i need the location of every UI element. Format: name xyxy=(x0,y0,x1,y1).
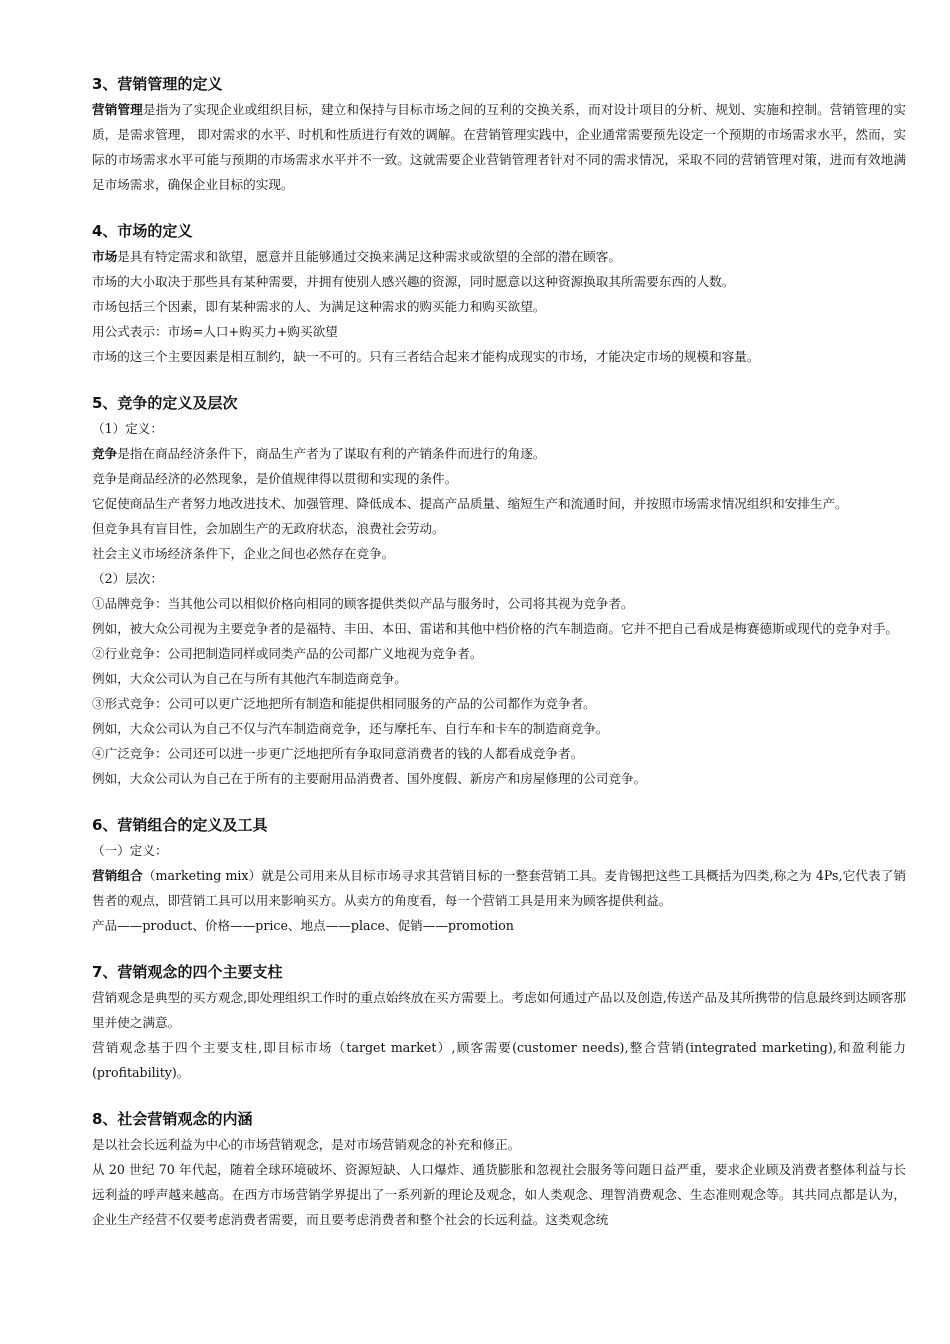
level-generic-competition: ④广泛竞争：公司还可以进一步更广泛地把所有争取同意消费者的钱的人都看成竞争者。 xyxy=(92,746,584,761)
section-5-paragraph-1 xyxy=(92,441,906,466)
level-brand-competition-example: 例如，被大众公司视为主要竞争者的是福特、丰田、本田、雷诺和其他中档价格的汽车制造商。它并不把自己看成是梅赛德斯或现代的竞争对手。 xyxy=(92,621,898,636)
section-8-paragraph-1: 是以社会长远利益为中心的市场营销观念，是对市场营销观念的补充和修正。 xyxy=(92,1137,521,1152)
section-8 xyxy=(92,1107,906,1232)
section-4-paragraph-2: 市场的大小取决于那些具有某种需要，并拥有使别人感兴趣的资源，同时愿意以这种资源换取其所需要东西的人数。 xyxy=(92,274,735,289)
section-5-paragraph-4: 但竞争具有盲目性，会加剧生产的无政府状态，浪费社会劳动。 xyxy=(92,521,445,536)
section-4-formula: 用公式表示：市场=人口+购买力+购买欲望 xyxy=(92,324,338,339)
level-industry-competition: ②行业竞争：公司把制造同样或同类产品的公司都广义地视为竞争者。 xyxy=(92,646,483,661)
section-3-paragraph-1-text: 是指为了实现企业或组织目标，建立和保持与目标市场之间的互利的交换关系，而对设计项目的分析、规划、实施和控制。营销管理的实质，是需求管理， 即对需求的水平、时机和性质进行有效的调解。在营销管理实践中，企业通常需要预先设定一个预期的市场需求水平，然而，实际的市场需求水平可能与预期的市场需求水平并不一致。这就需要企业营销管理者针对不同的需求情况，采取不同的营销管理对策，进而有效地满足市场需求，确保企业目标的实现。 xyxy=(92,102,907,192)
section-5-subheading-levels: （2）层次： xyxy=(92,571,163,586)
level-industry-competition-example: 例如，大众公司认为自己在与所有其他汽车制造商竞争。 xyxy=(92,671,407,686)
level-form-competition-example: 例如，大众公司认为自己不仅与汽车制造商竞争，还与摩托车、自行车和卡车的制造商竞争。 xyxy=(92,721,609,736)
section-6-subheading-definition: （一）定义： xyxy=(92,843,168,858)
section-4-paragraph-1 xyxy=(92,244,906,269)
term-marketing-management: 营销管理 xyxy=(92,102,143,117)
section-3-title: 3、营销管理的定义 xyxy=(92,75,223,93)
section-6-paragraph-1 xyxy=(92,863,906,913)
section-3 xyxy=(92,72,906,197)
term-market: 市场 xyxy=(92,249,118,264)
level-brand-competition: ①品牌竞争：当其他公司以相似价格向相同的顾客提供类似产品与服务时，公司将其视为竞争者。 xyxy=(92,596,634,611)
section-5-paragraph-3: 它促使商品生产者努力地改进技术、加强管理、降低成本、提高产品质量、缩短生产和流通时间，并按照市场需求情况组织和安排生产。 xyxy=(92,496,848,511)
section-4 xyxy=(92,219,906,369)
section-6-paragraph-1-text: （marketing mix）就是公司用来从目标市场寻求其营销目标的一整套营销工具。麦肯锡把这些工具概括为四类,称之为 4Ps,它代表了销售者的观点，即营销工具可以用来影响买方。从卖方的角度看，每一个营销工具是用来为顾客提供利益。 xyxy=(92,868,907,908)
section-4-paragraph-3: 市场包括三个因素，即有某种需求的人、为满足这种需求的购买能力和购买欲望。 xyxy=(92,299,546,314)
term-competition: 竞争 xyxy=(92,446,118,461)
term-marketing-mix: 营销组合 xyxy=(92,868,143,883)
section-5-title: 5、竞争的定义及层次 xyxy=(92,394,238,412)
section-8-paragraph-2: 从 20 世纪 70 年代起，随着全球环境破坏、资源短缺、人口爆炸、通货膨胀和忽视社会服务等问题日益严重，要求企业顾及消费者整体利益与长远利益的呼声越来越高。在西方市场营销学界提出了一系列新的理论及观念，如人类观念、理智消费观念、生态准则观念等。其共同点都是认为，企业生产经营不仅要考虑消费者需要，而且要考虑消费者和整个社会的长远利益。这类观念统 xyxy=(92,1162,906,1227)
section-4-paragraph-5: 市场的这三个主要因素是相互制约，缺一不可的。只有三者结合起来才能构成现实的市场，才能决定市场的规模和容量。 xyxy=(92,349,760,364)
section-7-paragraph-1: 营销观念是典型的买方观念,即处理组织工作时的重点始终放在买方需要上。考虑如何通过产品以及创造,传送产品及其所携带的信息最终到达顾客那里并使之满意。 xyxy=(92,990,907,1030)
section-5-subheading-definition: （1）定义： xyxy=(92,421,163,436)
section-5-paragraph-2: 竞争是商品经济的必然现象，是价值规律得以贯彻和实现的条件。 xyxy=(92,471,458,486)
level-generic-competition-example: 例如，大众公司认为自己在于所有的主要耐用品消费者、国外度假、新房产和房屋修理的公司竞争。 xyxy=(92,771,647,786)
section-7-title: 7、营销观念的四个主要支柱 xyxy=(92,963,283,981)
section-5-paragraph-5: 社会主义市场经济条件下，企业之间也必然存在竞争。 xyxy=(92,546,395,561)
section-4-title: 4、市场的定义 xyxy=(92,222,193,240)
section-5 xyxy=(92,391,906,791)
section-3-paragraph-1 xyxy=(92,97,906,197)
section-4-paragraph-1-text: 是具有特定需求和欲望，愿意并且能够通过交换来满足这种需求或欲望的全部的潜在顾客。 xyxy=(117,249,621,264)
section-6 xyxy=(92,813,906,938)
section-7-paragraph-2: 营销观念基于四个主要支柱,即目标市场（target market）,顾客需要(customer needs),整合营销(integrated marketing),和盈利能力(profitability)。 xyxy=(92,1040,906,1080)
level-form-competition: ③形式竞争：公司可以更广泛地把所有制造和能提供相同服务的产品的公司都作为竞争者。 xyxy=(92,696,596,711)
section-8-title: 8、社会营销观念的内涵 xyxy=(92,1110,253,1128)
section-7 xyxy=(92,960,906,1085)
section-6-title: 6、营销组合的定义及工具 xyxy=(92,816,268,834)
section-5-paragraph-1-text: 是指在商品经济条件下，商品生产者为了谋取有利的产销条件而进行的角逐。 xyxy=(117,446,546,461)
section-6-four-ps: 产品——product、价格——price、地点——place、促销——promotion xyxy=(92,918,514,933)
